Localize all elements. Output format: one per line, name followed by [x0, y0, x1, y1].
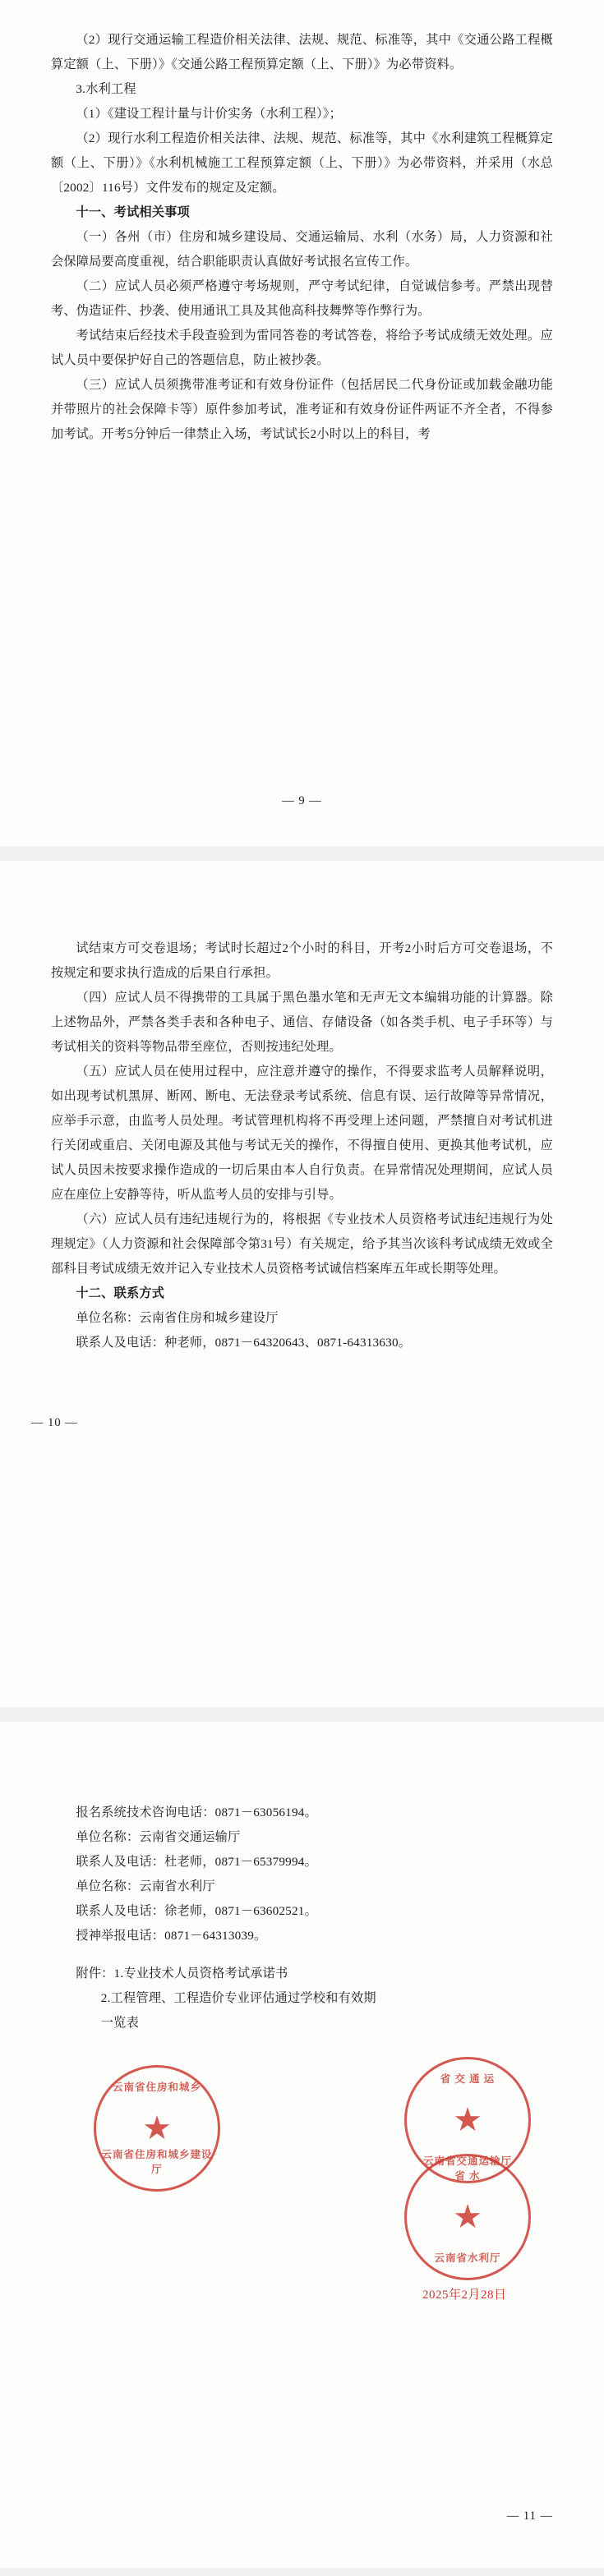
star-icon: ★ [453, 2101, 482, 2138]
paragraph: 联系人及电话：种老师，0871－64320643、0871-64313630。 [76, 1336, 412, 1350]
star-icon: ★ [142, 2109, 172, 2146]
document-page-11 [0, 1722, 604, 2568]
paragraph: 单位名称：云南省住房和城乡建设厅 [76, 1311, 279, 1325]
attachment-list-item: 2.工程管理、工程造价专业评估通过学校和有效期 [100, 1991, 376, 2005]
water-seal-top-text: 省 水 [454, 2170, 481, 2182]
transport-seal-bottom-text: 云南省交通运输厅 [422, 2155, 512, 2167]
document-page-10 [0, 861, 604, 1707]
paragraph: （六）应试人员有违纪违规行为的，将根据《专业技术人员资格考试违纪违规行为处理规定》（人力资源和社会保障部令第31号）有关规定，给予其当次该科考试成绩无效或全部科目考试成绩无效并记入专业技术人员资格考试诚信档案库五年或长期等处理。 [51, 1212, 553, 1276]
paragraph: （2）现行交通运输工程造价相关法律、法规、规范、标准等，其中《交通公路工程概算定额（上、下册）》《交通公路工程预算定额（上、下册）》为必带资料。 [51, 33, 553, 71]
paragraph: 试结束方可交卷退场；考试时长超过2个小时的科目，开考2小时后方可交卷退场，不按规定和要求执行造成的后果自行承担。 [51, 941, 553, 980]
paragraph: 单位名称：云南省交通运输厅 [76, 1830, 241, 1844]
seal-area [51, 2057, 553, 2303]
section-heading: 十二、联系方式 [76, 1286, 165, 1300]
attachment-list-item-cont: 一览表 [100, 2016, 139, 2030]
paragraph: （三）应试人员须携带准考证和有效身份证件（包括居民二代身份证或加载金融功能并带照片的社会保障卡等）原件参加考试，准考证和有效身份证件两证不齐全者，不得参加考试。开考5分钟后一律禁止入场，考试试长2小时以上的科目，考 [51, 378, 553, 441]
paragraph: 授神举报电话：0871－64313039。 [76, 1929, 267, 1943]
paragraph: （2）现行水利工程造价相关法律、法规、规范、标准等，其中《水利建筑工程概算定额（上、下册）》《水利机械施工工程预算定额（上、下册）》为必带资料，并采用（水总〔2002〕116号）文件发布的规定及定额。 [51, 131, 553, 195]
page-number: — 11 — [506, 2509, 553, 2523]
paragraph: 单位名称：云南省水利厅 [76, 1879, 215, 1893]
water-seal-bottom-text: 云南省水利厅 [434, 2252, 501, 2264]
paragraph: （1）《建设工程计量与计价实务（水利工程）》； [76, 107, 342, 121]
star-icon: ★ [453, 2198, 482, 2235]
attachment-list-item: 附件：1.专业技术人员资格考试承诺书 [76, 1966, 288, 1980]
section-heading: 十一、考试相关事项 [76, 205, 190, 219]
page-number: — 10 — [31, 1416, 78, 1429]
paragraph: （一）各州（市）住房和城乡建设局、交通运输局、水利（水务）局，人力资源和社会保障局要高度重视，结合职能职责认真做好考试报名宣传工作。 [51, 230, 553, 269]
paragraph: 联系人及电话：徐老师，0871－63602521。 [76, 1904, 317, 1918]
paragraph: 报名系统技术咨询电话：0871－63056194。 [76, 1806, 317, 1819]
paragraph: （五）应试人员在使用过程中，应注意并遵守的操作，不得要求监考人员解释说明，如出现考试机黑屏、断网、断电、无法登录考试系统、信息有误、运行故障等异常情况，应举手示意，由监考人员处理。考试管理机构将不再受理上述问题，严禁擅自对考试机进行关闭或重启、关闭电源及其他与考试无关的操作，不得擅自使用、更换其他考试机，应试人员因未按要求操作造成的一切后果由本人自行负责。在异常情况处理期间，应试人员应在座位上安静等待，听从监考人员的安排与引导。 [51, 1065, 553, 1202]
paragraph: 3.水利工程 [76, 82, 136, 96]
housing-seal-bottom-text: 云南省住房和城乡建设厅 [101, 2149, 213, 2175]
paragraph: 考试结束后经技术手段查验到为雷同答卷的考试答卷，将给予考试成绩无效处理。应试人员中要保护好自己的答题信息，防止被抄袭。 [51, 329, 553, 367]
paragraph: 联系人及电话：杜老师，0871－65379994。 [76, 1855, 317, 1869]
document-page-9 [0, 0, 604, 846]
housing-seal-top-text: 云南省住房和城乡 [112, 2082, 201, 2093]
water-seal [404, 2154, 531, 2280]
page-number: — 9 — [282, 794, 322, 807]
seal-date: 2025年2月28日 [422, 2288, 507, 2302]
housing-seal [94, 2065, 220, 2192]
paragraph: （四）应试人员不得携带的工具属于黑色墨水笔和无声无文本编辑功能的计算器。除上述物品外，严禁各类手表和各种电子、通信、存储设备（如各类手机、电子手环等）与考试相关的资料等物品带至座位，否则按违纪处理。 [51, 991, 553, 1054]
paragraph: （二）应试人员必须严格遵守考场规则，严守考试纪律，自觉诚信参考。严禁出现替考、伪造证件、抄袭、使用通讯工具及其他高科技舞弊等作弊行为。 [51, 279, 553, 318]
transport-seal-top-text: 省 交 通 运 [440, 2073, 496, 2085]
